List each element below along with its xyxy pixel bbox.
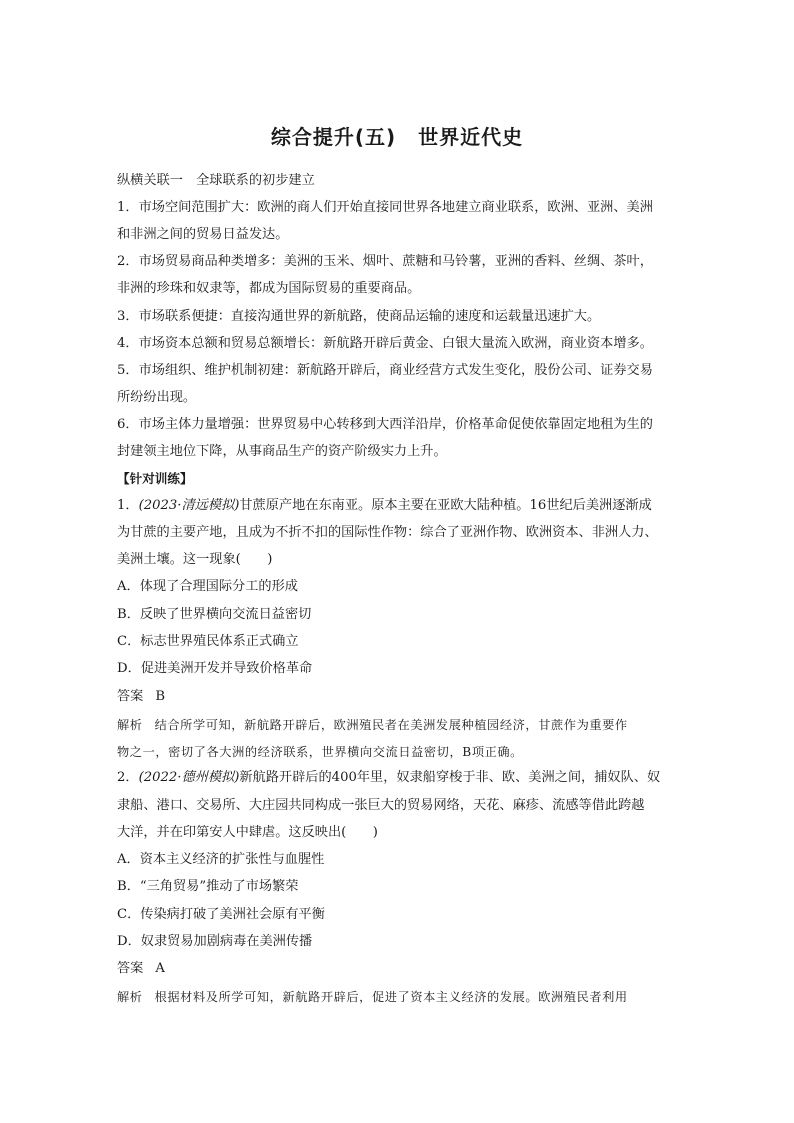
q1-stem-1: 甘蔗原产地在东南亚。原本主要在亚欧大陆种植。16世纪后美洲逐渐成 — [239, 498, 652, 513]
q1-answer — [117, 688, 682, 706]
q2-answer — [117, 960, 682, 978]
q2-analysis-text-1: 根据材料及所学可知，新航路开辟后，促进了资本主义经济的发展。欧洲殖民者利用 — [154, 990, 628, 1004]
item-5-line-1: 5．市场组织、维护机制初建：新航路开辟后，商业经营方式发生变化，股份公司、证券交易 — [117, 363, 653, 378]
q1-stem-3: 美洲土壤。这一现象( ) — [117, 552, 273, 567]
q1-option-b: B．反映了世界横向交流日益密切 — [117, 607, 312, 622]
item-2-line-1: 2．市场贸易商品种类增多：美洲的玉米、烟叶、蔗糖和马铃薯，亚洲的香料、丝绸、茶叶， — [117, 254, 653, 269]
q2-analysis-line-1 — [117, 988, 682, 1006]
item-6-line-1: 6．市场主体力量增强：世界贸易中心转移到大西洋沿岸，价格革命促使依靠固定地租为生的 — [117, 417, 653, 432]
q2-source: (2022·德州模拟) — [138, 770, 240, 785]
q1-option-c: C．标志世界殖民体系正式确立 — [117, 634, 299, 649]
q2-option-d: D．奴隶贸易加剧病毒在美洲传播 — [117, 934, 313, 949]
q2-answer-value: A — [155, 961, 165, 976]
item-4-line-1: 4．市场资本总额和贸易总额增长：新航路开辟后黄金、白银大量流入欧洲，商业资本增多。 — [117, 336, 653, 351]
q2-line-1 — [117, 769, 682, 787]
item-6-line-2: 封建领主地位下降，从事商品生产的资产阶级实力上升。 — [117, 444, 447, 459]
q2-option-c: C．传染病打破了美洲社会原有平衡 — [117, 907, 325, 922]
q1-option-a: A．体现了合理国际分工的形成 — [117, 579, 298, 594]
q2-stem-3: 大洋，并在印第安人中肆虐。这反映出( ) — [117, 825, 378, 840]
item-5-line-2: 所纷纷出现。 — [117, 390, 197, 405]
q1-analysis-text-1: 结合所学可知，新航路开辟后，欧洲殖民者在美洲发展种植园经济，甘蔗作为重要作 — [154, 718, 628, 732]
q1-line-1 — [117, 497, 682, 515]
q1-analysis-line-2: 物之一，密切了各大洲的经济联系，世界横向交流日益密切，B项正确。 — [117, 745, 523, 759]
title-sub: 世界近代史 — [418, 125, 524, 149]
q2-analysis-label: 解析 — [117, 990, 143, 1004]
q2-answer-label: 答案 — [117, 961, 144, 976]
q1-analysis-line-1 — [117, 716, 682, 734]
item-1-line-2: 和非洲之间的贸易日益发达。 — [117, 227, 289, 242]
practice-label: 【针对训练】 — [117, 471, 193, 486]
q1-source: (2023·清远模拟) — [138, 498, 240, 513]
q1-analysis-label: 解析 — [117, 718, 143, 732]
q2-stem-2: 隶船、港口、交易所、大庄园共同构成一张巨大的贸易网络，天花、麻疹、流感等借此跨越 — [117, 798, 645, 813]
q1-stem-2: 为甘蔗的主要产地，且成为不折不扣的国际性作物：综合了亚洲作物、欧洲资本、非洲人力、 — [117, 525, 658, 540]
page-title — [117, 121, 677, 150]
item-2-line-2: 非洲的珍珠和奴隶等，都成为国际贸易的重要商品。 — [117, 281, 421, 296]
q2-option-b: B．“三角贸易”推动了市场繁荣 — [117, 879, 299, 894]
q1-number: 1． — [117, 498, 139, 513]
item-1-line-1: 1．市场空间范围扩大：欧洲的商人们开始直接同世界各地建立商业联系，欧洲、亚洲、美洲 — [117, 200, 653, 215]
q1-answer-value: B — [155, 689, 166, 704]
section-heading: 纵横关联一 全球联系的初步建立 — [117, 173, 315, 188]
q1-answer-label: 答案 — [117, 689, 144, 704]
q2-option-a: A．资本主义经济的扩张性与血腥性 — [117, 852, 325, 867]
q2-number: 2． — [117, 770, 139, 785]
q2-stem-1: 新航路开辟后的400年里，奴隶船穿梭于非、欧、美洲之间，捕奴队、奴 — [239, 770, 661, 785]
q1-option-d: D．促进美洲开发并导致价格革命 — [117, 661, 313, 676]
title-main: 综合提升(五) — [270, 125, 397, 149]
item-3-line-1: 3．市场联系便捷：直接沟通世界的新航路，使商品运输的速度和运载量迅速扩大。 — [117, 309, 601, 324]
